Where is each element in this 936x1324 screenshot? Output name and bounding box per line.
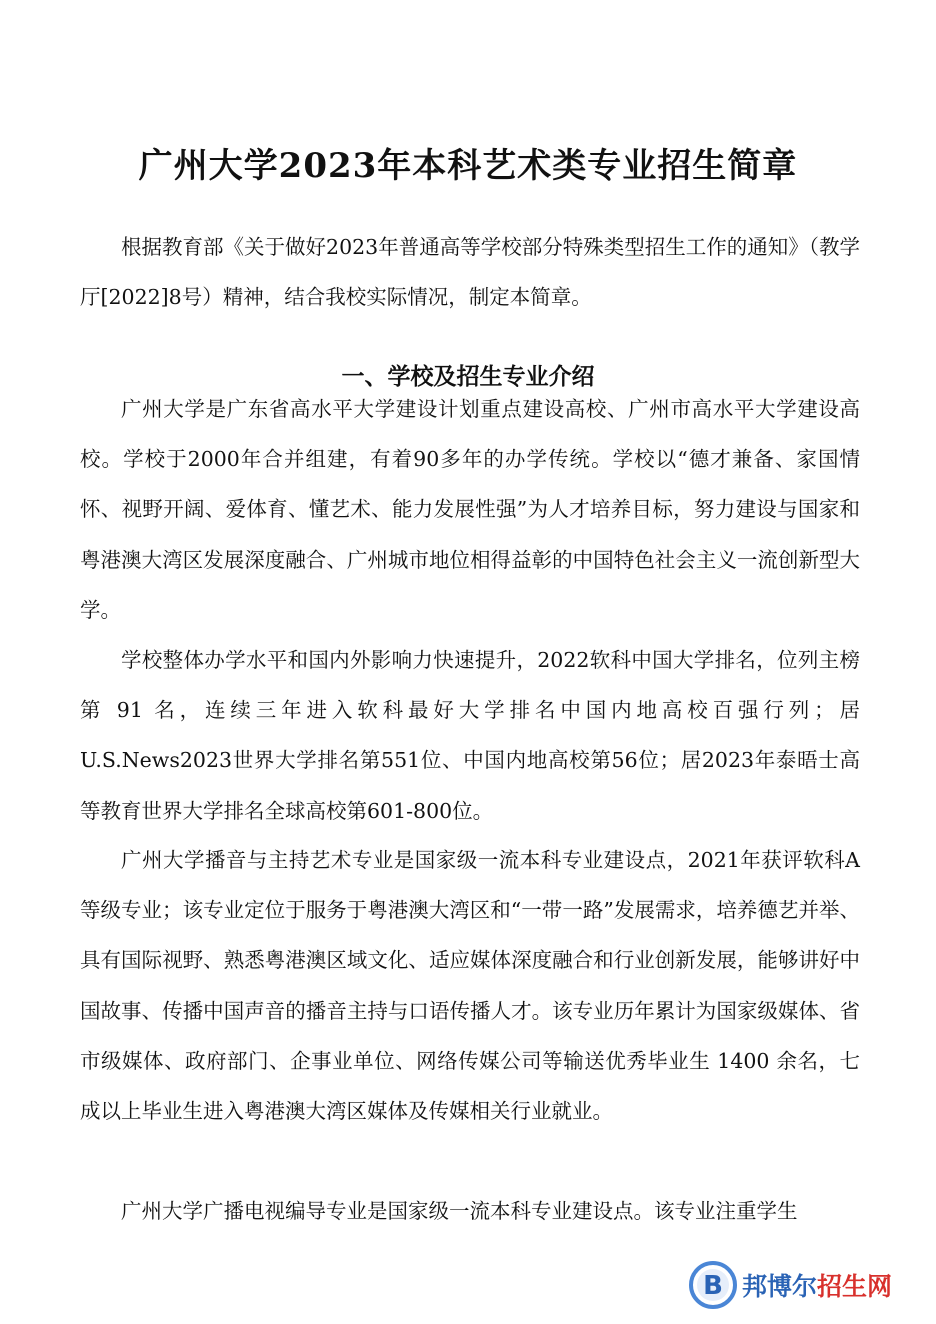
b-circle-logo-icon — [688, 1260, 738, 1310]
intro-paragraph: 根据教育部《关于做好2023年普通高等学校部分特殊类型招生工作的通知》（教学厅[2022]8号）精神，结合我校实际情况，制定本简章。 — [80, 235, 860, 310]
paragraph-directing-major: 广州大学广播电视编导专业是国家级一流本科专业建设点。该专业注重学生 — [121, 1199, 798, 1223]
paragraph-university-intro: 广州大学是广东省高水平大学建设计划重点建设高校、广州市高水平大学建设高校。学校于2000年合并组建，有着90多年的办学传统。学校以“德才兼备、家国情怀、视野开阔、爱体育、懂艺术、能力发展性强”为人才培养目标，努力建设与国家和粤港澳大湾区发展深度融合、广州城市地位相得益彰的中国特色社会主义一流创新型大学。 — [80, 397, 860, 622]
paragraph-rankings: 学校整体办学水平和国内外影响力快速提升，2022软科中国大学排名，位列主榜第 91 名，连续三年进入软科最好大学排名中国内地高校百强行列；居U.S.News2023世界大学排名第551位、中国内地高校第56位；居2023年泰晤士高等教育世界大学排名全球高校第601-800位。 — [80, 648, 860, 823]
watermark — [688, 1258, 892, 1312]
watermark-brand — [742, 1267, 892, 1303]
paragraph-broadcasting-major: 广州大学播音与主持艺术专业是国家级一流本科专业建设点，2021年获评软科A等级专业；该专业定位于服务于粤港澳大湾区和“一带一路”发展需求，培养德艺并举、具有国际视野、熟悉粤港澳区域文化、适应媒体深度融合和行业创新发展，能够讲好中国故事、传播中国声音的播音主持与口语传播人才。该专业历年累计为国家级媒体、省市级媒体、政府部门、企事业单位、网络传媒公司等输送优秀毕业生 1400 余名，七成以上毕业生进入粤港澳大湾区媒体及传媒相关行业就业。 — [80, 848, 860, 1124]
svg-text:B: B — [703, 1271, 723, 1301]
section-heading: 一、学校及招生专业介绍 — [341, 364, 595, 391]
document-title: 广州大学2023年本科艺术类专业招生简章 — [138, 145, 798, 186]
watermark-brand-part1: 邦博尔 — [742, 1272, 818, 1301]
watermark-brand-part2: 招生网 — [817, 1272, 893, 1301]
